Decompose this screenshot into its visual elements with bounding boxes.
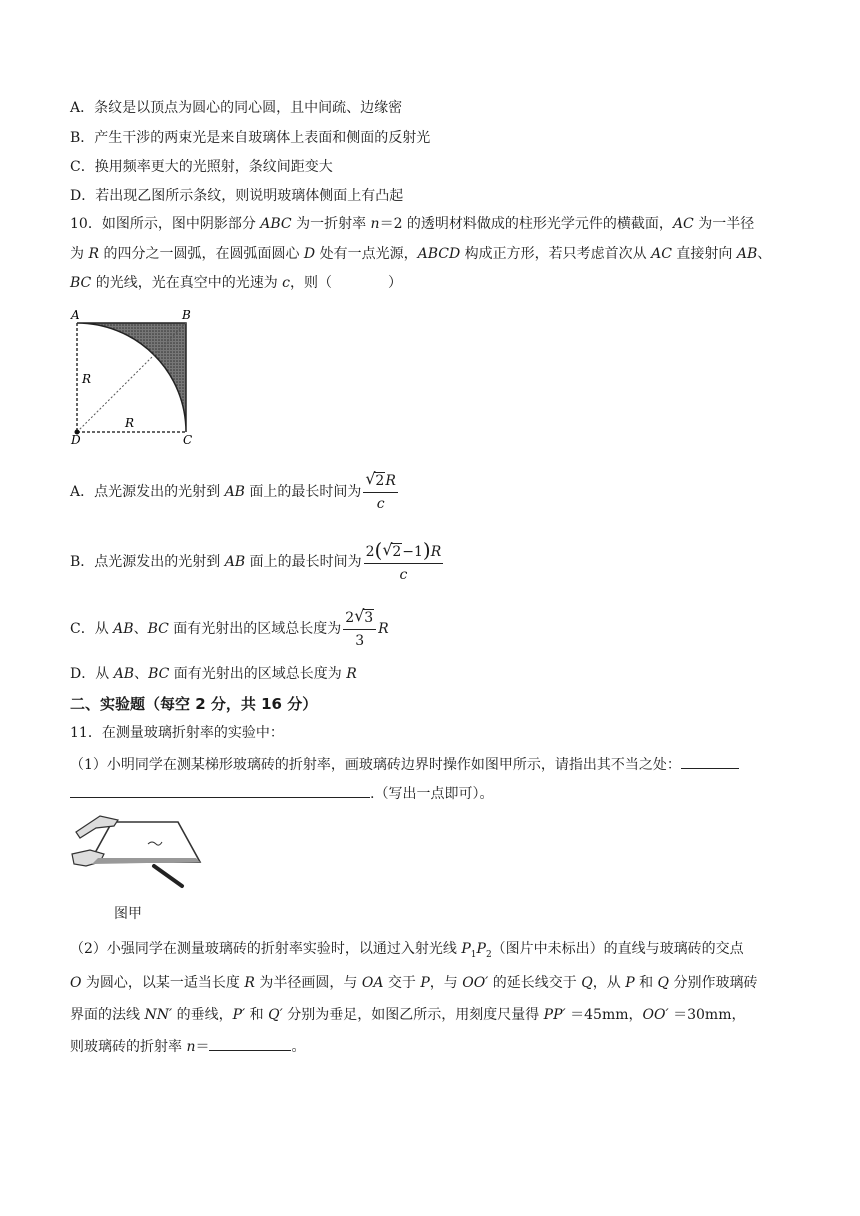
q11-part2-line1: （2）小强同学在测量玻璃砖的折射率实验时，以通过入射光线 $P_1P_2$（图片中未标出）的直线与玻璃砖的交点 [70, 941, 744, 960]
q10-option-d: D．从 AB、BC 面有光射出的区域总长度为 R [70, 666, 357, 682]
q9-option-c: C．换用频率更大的光照射，条纹间距变大 [70, 159, 333, 175]
q10-stem-line1: 10．如图所示，图中阴影部分 ABC 为一折射率 n＝2 的透明材料做成的柱形光学元件的横截面，AC 为一半径 [70, 216, 755, 232]
answer-blank-1a[interactable] [681, 754, 739, 769]
answer-blank-2[interactable] [209, 1036, 291, 1051]
q9-option-d: D．若出现乙图所示条纹，则说明玻璃体侧面上有凸起 [70, 188, 404, 204]
figure-jia-caption: 图甲 [114, 906, 142, 922]
q10-option-b: B．点光源发出的光射到 AB 面上的最长时间为 2( √ 2−1)R c [70, 538, 445, 586]
section-heading-experiment: 二、实验题（每空 2 分，共 16 分） [70, 695, 318, 713]
trapezoid-glass [90, 822, 200, 862]
edge-shading [92, 858, 200, 864]
fraction-a: √ 2R c [365, 468, 396, 512]
label-r-vertical: R [82, 372, 92, 386]
q11-part1-line2: .（写出一点即可）。 [70, 783, 493, 804]
q11-intro: 11．在测量玻璃折射率的实验中： [70, 725, 284, 741]
figure-jia-illustration [70, 810, 205, 895]
fraction-c: 2 √ 3 3 [343, 607, 376, 652]
q11-part1-line1: （1）小明同学在测某梯形玻璃砖的折射率，画玻璃砖边界时操作如图甲所示，请指出其不当之处： [70, 754, 739, 775]
q10-option-c: C．从 AB、BC 面有光射出的区域总长度为 2 √ 3 3 R [70, 605, 389, 653]
q10-stem-line3: BC 的光线，光在真空中的光速为 c，则（ ） [70, 275, 403, 291]
answer-blank-1b[interactable] [70, 783, 370, 798]
q11-part2-line3: 界面的法线 NN′ 的垂线，P′ 和 Q′ 分别为垂足，如图乙所示，用刻度尺量得 PP′ ＝45mm，OO′ ＝30mm， [70, 1007, 746, 1023]
q11-part2-line2: O 为圆心，以某一适当长度 R 为半径画圆，与 OA 交于 P，与 OO′ 的延长线交于 Q，从 P 和 Q 分别作玻璃砖 [70, 975, 758, 991]
q10-option-a: A．点光源发出的光射到 AB 面上的最长时间为 √ 2R c [70, 468, 400, 516]
q10-figure [68, 306, 198, 446]
q9-option-b: B．产生干涉的两束光是来自玻璃体上表面和侧面的反射光 [70, 130, 431, 146]
label-b: B [182, 308, 191, 322]
label-a: A [71, 308, 80, 322]
fraction-b: 2( √ 2−1)R c [365, 537, 442, 583]
q9-option-a: A．条纹是以顶点为圆心的同心圆，且中间疏、边缘密 [70, 100, 403, 116]
label-c: C [183, 433, 193, 446]
pencil-icon [154, 866, 182, 886]
q10-stem-line2: 为 R 的四分之一圆弧，在圆弧面圆心 D 处有一点光源，ABCD 构成正方形，若只考虑首次从 AC 直接射向 AB、 [70, 246, 772, 262]
label-r-horizontal: R [125, 416, 135, 430]
q11-part2-line4: 则玻璃砖的折射率 n＝ 。 [70, 1036, 305, 1057]
label-d: D [71, 433, 81, 446]
